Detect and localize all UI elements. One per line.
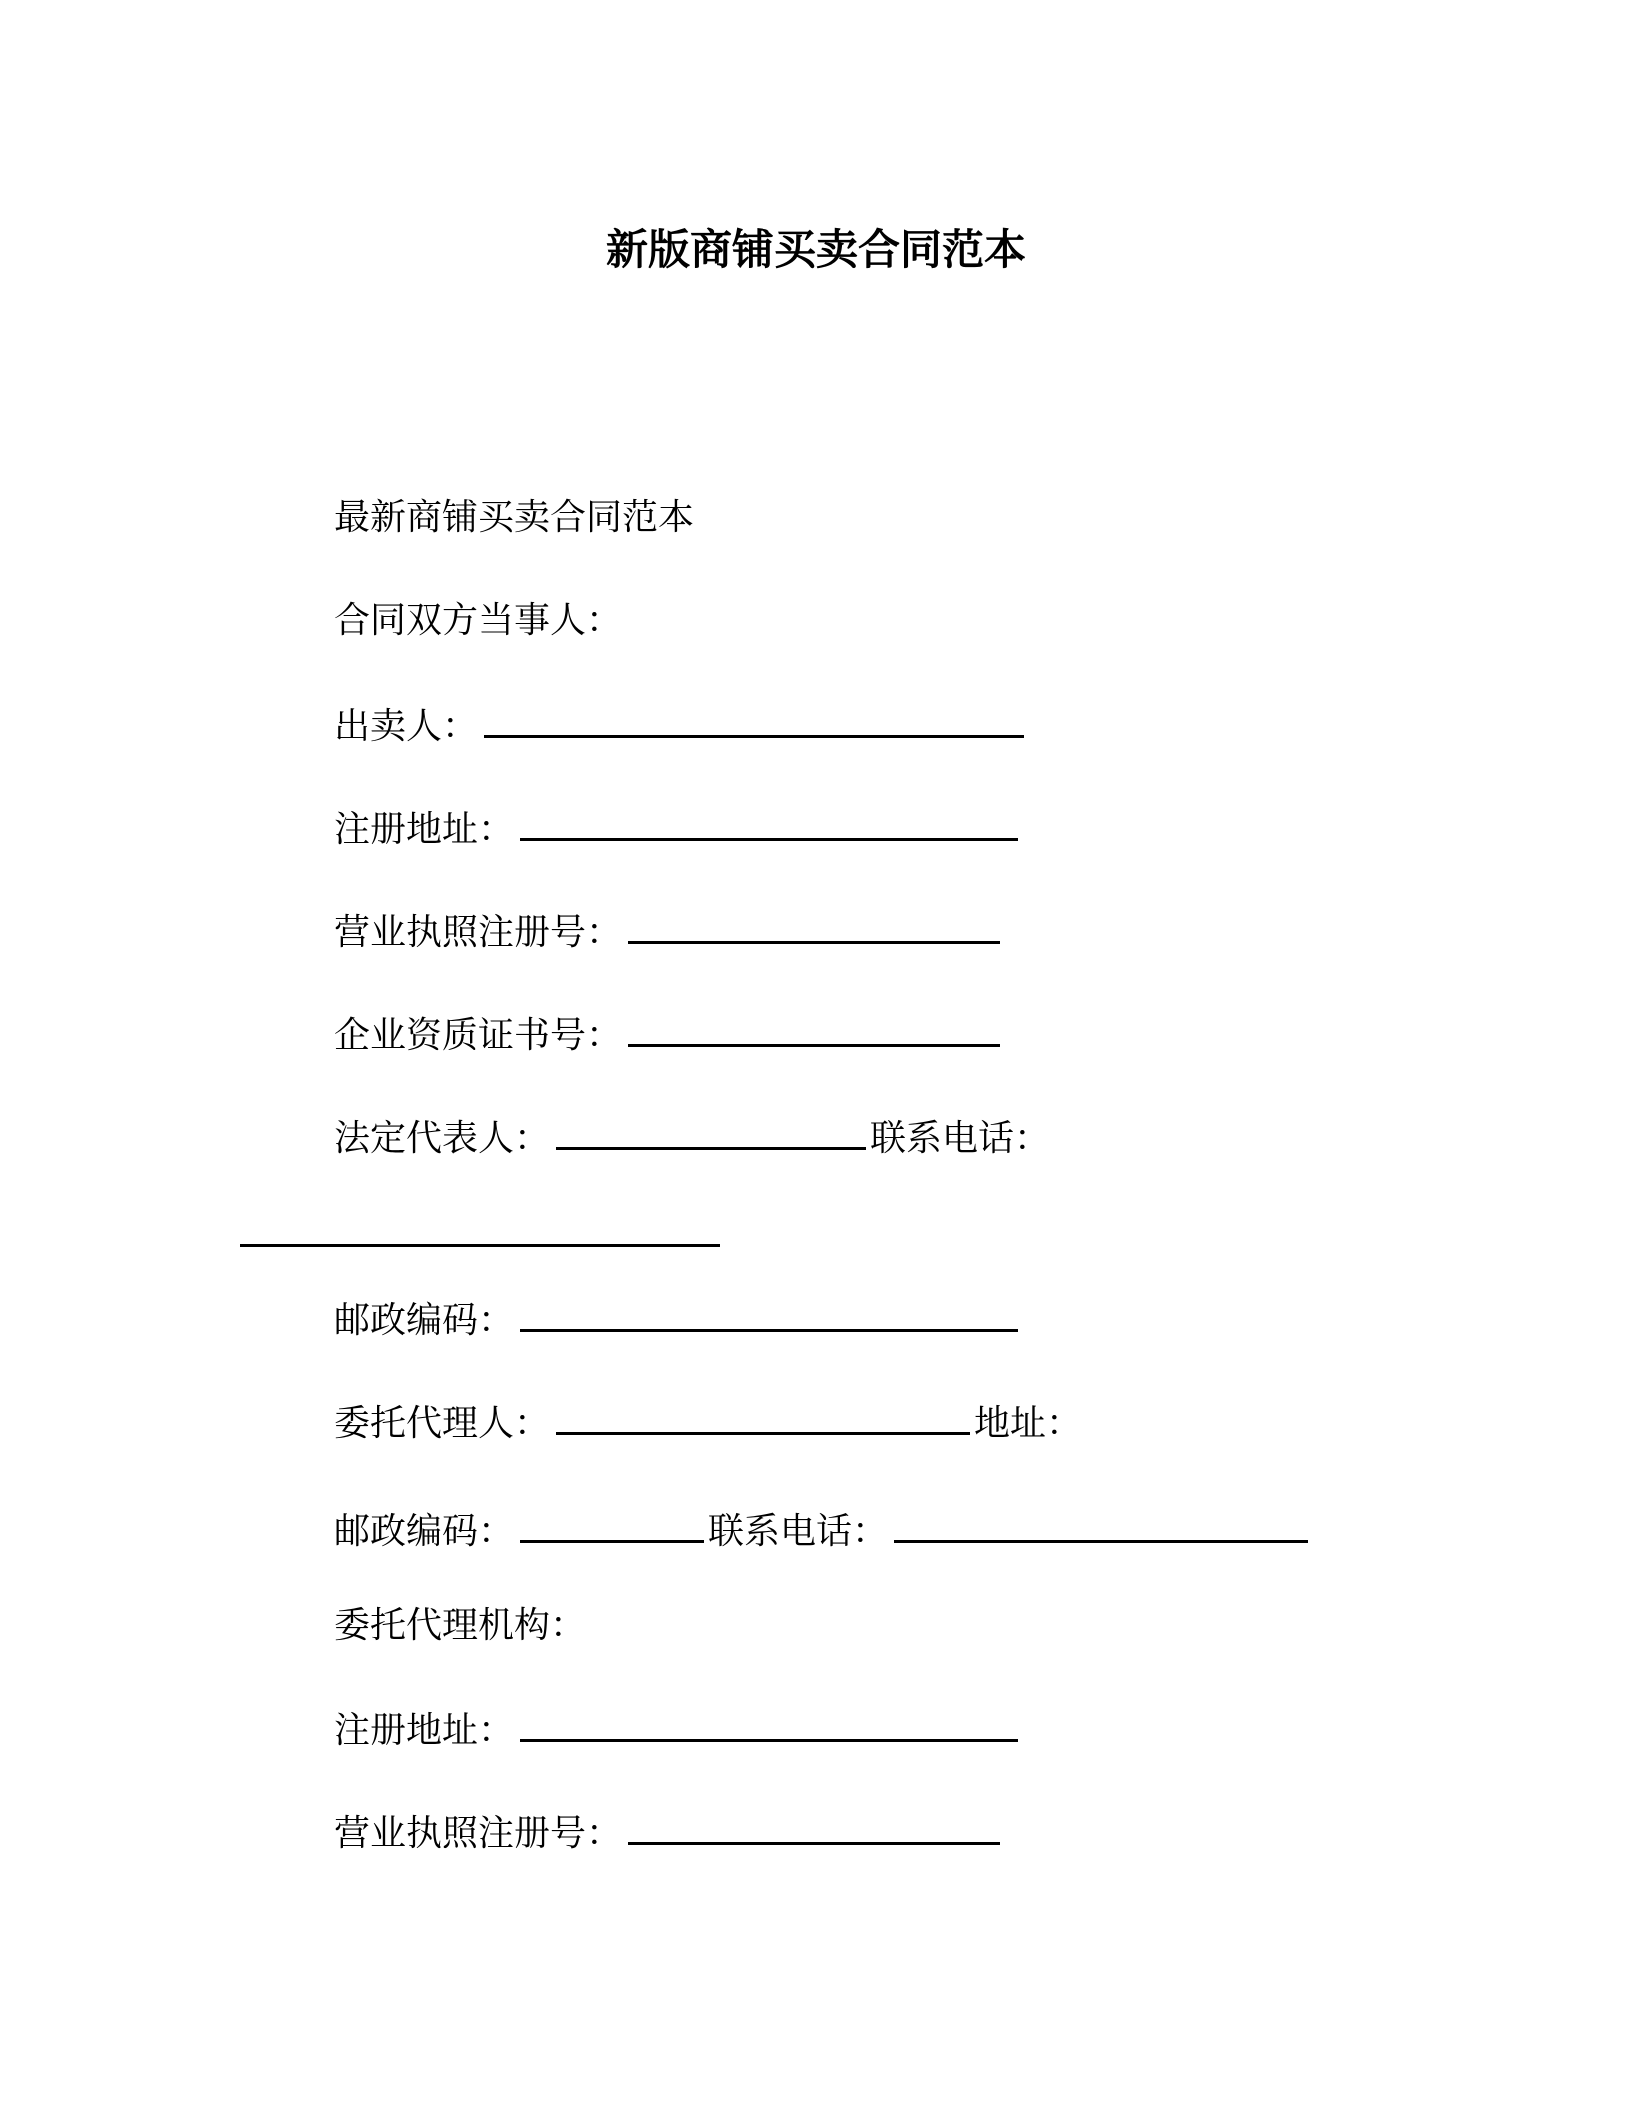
legal-rep-phone-label: 联系电话： (870, 1118, 1051, 1159)
license-no-blank-1[interactable] (628, 907, 1000, 944)
postcode-label-1: 邮政编码： (334, 1300, 515, 1341)
license-no-line-2 (334, 1808, 1004, 1858)
postcode-phone-line (334, 1506, 1312, 1556)
postcode-blank-2[interactable] (520, 1506, 704, 1543)
parties-line (334, 597, 622, 645)
qualification-blank[interactable] (628, 1010, 1000, 1047)
legal-rep-line (334, 1113, 1050, 1163)
seller-label: 出卖人： (334, 706, 479, 747)
postcode-label-2: 邮政编码： (334, 1511, 515, 1552)
reg-address-blank-1[interactable] (520, 804, 1018, 841)
legal-rep-blank[interactable] (556, 1113, 866, 1150)
parties-label: 合同双方当事人： (334, 600, 623, 641)
agent-blank[interactable] (556, 1398, 970, 1435)
subtitle-text: 最新商铺买卖合同范本 (334, 497, 695, 538)
legal-rep-label: 法定代表人： (334, 1118, 551, 1159)
seller-blank[interactable] (484, 701, 1024, 738)
agency-line (334, 1602, 586, 1650)
agent-line (334, 1398, 1082, 1448)
subtitle-line (334, 494, 694, 542)
postcode-blank-1[interactable] (520, 1295, 1018, 1332)
license-no-label-2: 营业执照注册号： (334, 1813, 623, 1854)
document-title: 新版商铺买卖合同范本 (605, 225, 1026, 274)
legal-rep-phone-blank[interactable] (240, 1234, 720, 1247)
license-no-line-1 (334, 907, 1004, 957)
reg-address-line-1 (334, 804, 1022, 854)
agent-phone-label: 联系电话： (708, 1511, 889, 1552)
qualification-label: 企业资质证书号： (334, 1015, 623, 1056)
license-no-label-1: 营业执照注册号： (334, 912, 623, 953)
seller-line (334, 701, 1028, 751)
agency-label: 委托代理机构： (334, 1605, 587, 1646)
license-no-blank-2[interactable] (628, 1808, 1000, 1845)
reg-address-label-2: 注册地址： (334, 1710, 515, 1751)
reg-address-blank-2[interactable] (520, 1705, 1018, 1742)
qualification-line (334, 1010, 1004, 1060)
agent-phone-blank[interactable] (894, 1506, 1308, 1543)
reg-address-line-2 (334, 1705, 1022, 1755)
agent-address-label: 地址： (974, 1403, 1083, 1444)
agent-label: 委托代理人： (334, 1403, 551, 1444)
postcode-line-1 (334, 1295, 1022, 1345)
reg-address-label-1: 注册地址： (334, 809, 515, 850)
